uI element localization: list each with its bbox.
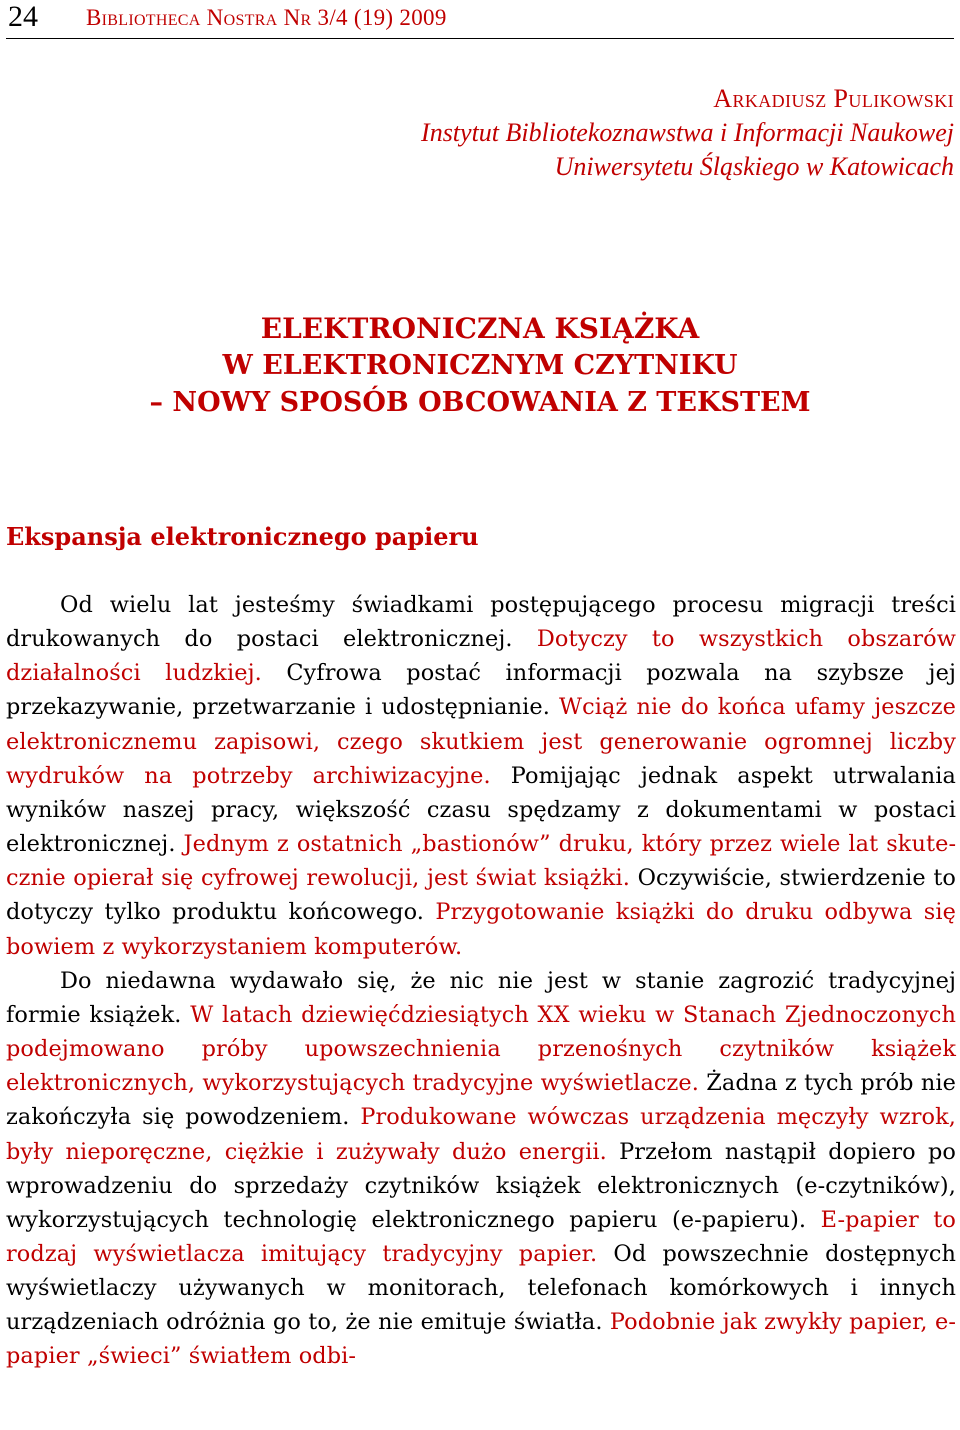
title-line: ELEKTRONICZNA KSIĄŻKA	[260, 312, 700, 345]
affiliation-line: Instytut Bibliotekoznawstwa i Informacji Naukowej	[421, 118, 954, 147]
section-heading: Ekspansja elektronicznego papieru	[6, 522, 479, 551]
body-text	[6, 588, 956, 1374]
page-number: 24	[8, 0, 38, 33]
sentence: Dotyczy to wszystkich obszarów działalności ludzkiej.	[6, 626, 956, 687]
sentence: Podobnie jak zwykły papier, e-papier „świeci” światłem odbi-	[6, 1309, 957, 1370]
sentence: W latach dziewięćdziesiątych XX wieku w Stanach Zjednoczonych podejmowano próby upowszechnienia przenośnych czytników książek elektronicznych, wykorzystujących tradycyjne wyświetlacze.	[6, 1001, 957, 1097]
article-title	[0, 310, 960, 421]
sentence: E-papier to rodzaj wyświetlacza imitujący tradycyjny papier.	[6, 1206, 956, 1267]
sentence: Przygotowanie książki do druku odbywa się bowiem z wykorzystaniem komputerów.	[6, 899, 956, 960]
sentence: Pomijając jednak aspekt utrwalania wyników naszej pracy, większość czasu spędzamy z dokumentami w postaci elektronicznej.	[6, 762, 956, 858]
title-line: W ELEKTRONICZNYM CZYTNIKU	[222, 350, 738, 381]
sentence: Od wielu lat jesteśmy świadkami postępującego procesu migracji treści drukowanych do postaci elektronicznej.	[6, 592, 956, 653]
sentence: Produkowane wówczas urządzenia męczyły wzrok, były nieporęczne, ciężkie i zużywały dużo energii.	[6, 1104, 956, 1165]
paragraph	[6, 964, 956, 1374]
header-rule	[6, 38, 954, 39]
affiliation-line: Uniwersytetu Śląskiego w Katowicach	[554, 152, 954, 181]
sentence: Przełom nastąpił dopiero po wprowadzeniu do sprzedaży czytników książek elektronicznych (e-czytników), wykorzystujących technologię elektronicznego papieru (e-papieru).	[6, 1138, 956, 1233]
sentence: Oczywiście, stwierdzenie to dotyczy tylko produktu końcowego.	[6, 865, 957, 926]
author-block	[421, 82, 954, 184]
author-name: Arkadiusz Pulikowski	[713, 84, 954, 113]
sentence: Żadna z tych prób nie zakończyła się powodzeniem.	[6, 1070, 956, 1131]
paragraph	[6, 588, 956, 964]
sentence: Cyfrowa postać informacji pozwala na szybsze jej przekazywanie, przetwarzanie i udostępnianie.	[6, 660, 956, 721]
sentence: Do niedawna wydawało się, że nic nie jest w stanie zagrozić tradycyjnej formie książek.	[6, 967, 956, 1028]
sentence: Od powszechnie dostępnych wyświetlaczy używanych w monitorach, telefonach komórkowych i innych urządzeniach odróżnia go to, że nie emituje światła.	[6, 1240, 956, 1336]
title-line: – NOWY SPOSÓB OBCOWANIA Z TEKSTEM	[149, 387, 811, 418]
journal-title: Bibliotheca Nostra Nr 3/4 (19) 2009	[86, 5, 447, 30]
sentence: Wciąż nie do końca ufamy jeszcze elektronicznemu zapisowi, czego skutkiem jest generowanie ogromnej liczby wydruków na potrzeby archiwizacyjne.	[6, 694, 956, 789]
running-header	[6, 0, 954, 36]
sentence: Jednym z ostatnich „bastionów” druku, który przez wiele lat skutecznie opierał się cyfrowej rewolucji, jest świat książki.	[6, 831, 957, 892]
